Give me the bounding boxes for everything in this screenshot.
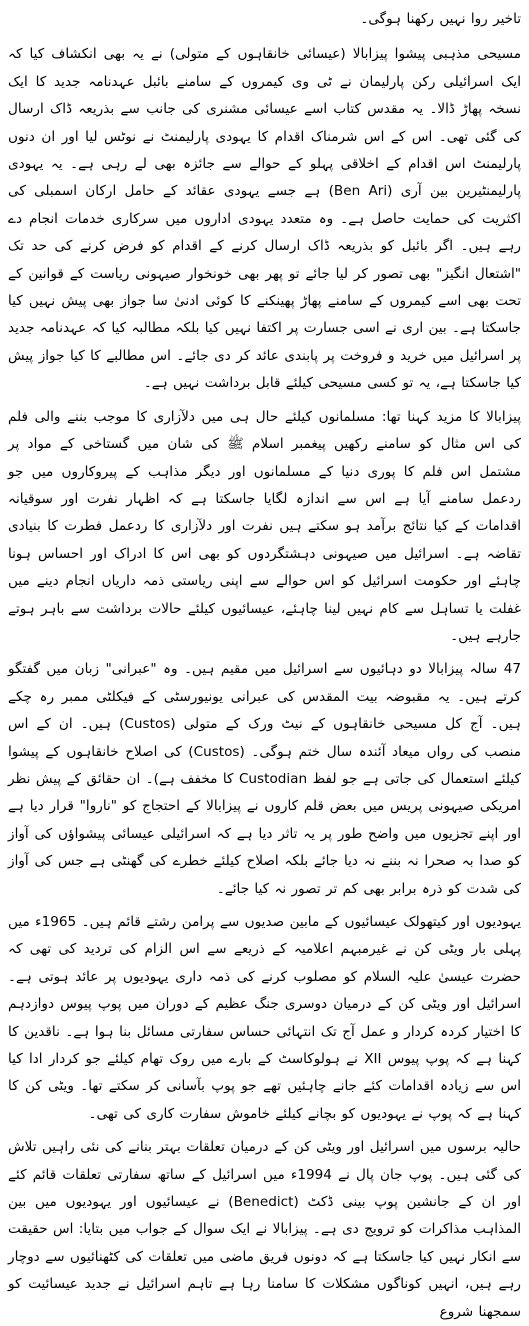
paragraph-film-reaction: پیزابالا کا مزید کہنا تھا: مسلمانوں کیلئے حال ہی میں دلآزاری کا موجب بننے والی فلم کی اس مثال کو سامنے رکھیں پیغمبر اسلام ﷺ کی شان میں گستاخی کے مواد پر مشتمل اس فلم کا پوری دنیا کے مسلمانوں اور دیگر مذاہب کے پیروکاروں میں جو ردعمل سامنے آیا ہے اس سے اندازہ لگایا جاسکتا ہے کہ اظہار نفرت اور سوقیانہ اقدامات کے کیا نتائج برآمد ہو سکتے ہیں نفرت اور دلآزاری کا ردعمل فطرت کا بنیادی تقاضہ ہے۔ اسرائیل میں صیہونی دہشتگردوں کو بھی اس کا ادراک اور احساس ہونا چاہئے اور حکومت اسرائیل کو اس حوالے سے اپنی ریاستی ذمہ داریاں انجام دینے میں غفلت یا تساہل سے کام نہیں لینا چاہئے، عیسائیوں کیلئے حالات برداشت سے باہر ہوتے جارہے ہیں۔ xyxy=(8,408,521,644)
paragraph-pizzaballa-profile: 47 سالہ پیزابالا دو دہائیوں سے اسرائیل میں مقیم ہیں۔ وہ "عبرانی" زبان میں گفتگو کرتے ہیں۔ یہ مقبوضہ بیت المقدس کی عبرانی یونیورسٹی کے فیکلٹی ممبر رہ چکے ہیں۔ آج کل مسیحی خانقاہوں کے نیٹ ورک کے متولی (Custos) ہیں۔ ان کے اس منصب کی رواں میعاد آئندہ سال ختم ہوگی۔ (Custos) کی اصلاح خانقاہوں کے پیشوا کیلئے استعمال کی جاتی ہے جو لفظ Custodian کا مخفف ہے)۔ ان حقائق کے پیش نظر امریکی صیہونی پریس میں بعض قلم کاروں نے پیزابالا کے احتجاج کو "ناروا" قرار دیا ہے اور اپنے تجزیوں میں واضح طور پر یہ تاثر دیا ہے کہ اسرائیلی عیسائی پیشواؤں کی آواز کو صدا بہ صحرا نہ بننے نہ دیا جائے بلکہ اصلاح کیلئے خطرے کی گھنٹی ہے جس کی آواز کی شدت کو ذرہ برابر بھی کم تر تصور نہ کیا جائے۔ xyxy=(8,661,521,897)
paragraph-bible-incident: مسیحی مذہبی پیشوا پیزابالا (عیسائی خانقاہوں کے متولی) نے یہ بھی انکشاف کیا کہ ایک اسرائیلی رکن پارلیمان نے ٹی وی کیمروں کے سامنے بائبل عہدنامہ جدید کا ایک نسخہ پھاڑ ڈالا۔ یہ مقدس کتاب اسے عیسائی مشنری کی جانب سے بذریعہ ڈاک ارسال کی گئی تھی۔ اس کے اس شرمناک اقدام کا یہودی پارلیمنٹ نے نوٹس لیا اور ان دنوں پارلیمنٹ اس اقدام کے اخلاقی پہلو کے حوالے سے جائزہ بھی لے رہی ہے۔ یہ یہودی پارلیمنٹیرین بین آری (Ben Ari) ہے جسے یہودی عقائد کے حامل ارکان اسمبلی کی اکثریت کی حمایت حاصل ہے۔ وہ متعدد یہودی اداروں میں سرکاری خدمات انجام دے رہے ہیں۔ اگر بائبل کو بذریعہ ڈاک ارسال کرنے کے اقدام کو فرض کرنے کی حد تک "اشتعال انگیز" بھی تصور کر لیا جائے تو پھر بھی خونخوار صیہونی ریاست کے قوانین کے تحت بھی اسے کیمروں کے سامنے پھاڑ پھینکنے کا کوئی ادنیٰ سا جواز بھی پیش نہیں کیا جاسکتا ہے۔ بین اری نے اسی جسارت پر اکتفا نہیں کیا بلکہ مطالبہ کیا کہ عہدنامہ جدید پر اسرائیل میں خرید و فروخت پر پابندی عائد کر دی جائے۔ اس مطالبے کا کیا جواز پیش کیا جاسکتا ہے، یہ تو کسی مسیحی کیلئے قابل برداشت نہیں ہے۔ xyxy=(8,46,522,392)
paragraph-jewish-catholic-relations: یہودیوں اور کیتھولک عیسائیوں کے مابین صدیوں سے پرامن رشتے قائم ہیں۔ 1965ء میں پہلی بار ویٹی کن نے غیرمبہم اعلامیہ کے ذریعے سے اس الزام کی تردید کی تھی کہ حضرت عیسیٰ علیہ السلام کو مصلوب کرنے کی ذمہ داری یہودیوں پر عائد ہوتی ہے۔ اسرائیل اور ویٹی کن کے درمیان دوسری جنگ عظیم کے دوران میں پوپ پیوس دوازدہم کا اختیار کردہ کردار و عمل آج تک انتہائی حساس سفارتی مسائل بنا ہوا ہے۔ ناقدین کا کہنا ہے کہ پوپ پیوس XII نے ہولوکاسٹ کے بارے میں روک تھام کیلئے جو کردار ادا کیا اس سے زیادہ اقدامات کئے جانے چاہئیں تھے جو پوپ بآسانی کر سکتے تھا۔ ویٹی کن کا کہنا ہے کہ پوپ نے یہودیوں کو بچانے کیلئے خاموش سفارت کاری کی تھی۔ xyxy=(8,914,521,1122)
paragraph-intro: تاخیر روا نہیں رکھنا ہوگی۔ xyxy=(360,11,521,27)
paragraph-recent-years: حالیہ برسوں میں اسرائیل اور ویٹی کن کے درمیان تعلقات بہتر بنانے کی نئی راہیں تلاش کی گئی ہیں۔ پوپ جان پال نے 1994ء میں اسرائیل کے ساتھ سفارتی تعلقات قائم کئے اور ان کے جانشین پوپ بینی ڈکٹ (Benedict) نے عیسائیوں اور یہودیوں میں بین المذاہب مذاکرات کو ترویج دی ہے۔ پیزابالا نے ایک سوال کے جواب میں بتایا: اس حقیقت سے انکار نہیں کیا جاسکتا ہے کہ دونوں فریق ماضی میں تعلقات کی کٹھنائیوں سے دوچار رہے ہیں، انہیں کوناگوں مشکلات کا سامنا رہا ہے تاہم اسرائیل نے جدید عیسائیت کو سمجھنا شروع xyxy=(8,1139,521,1320)
